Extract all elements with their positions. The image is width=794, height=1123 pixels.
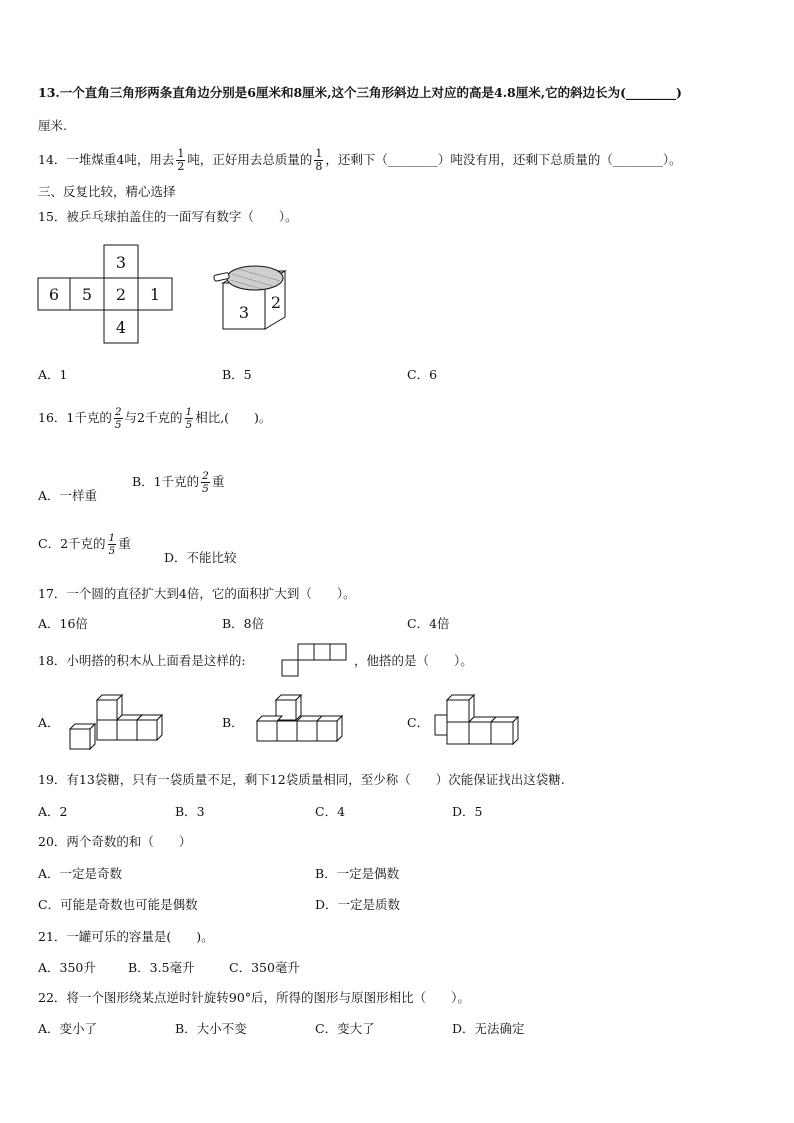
q15-option-b[interactable]: B．5 — [222, 367, 252, 382]
fraction: $\frac{2}{5}$ — [202, 470, 209, 495]
block-figure-a — [68, 697, 168, 753]
fraction: $\frac{1}{5}$ — [108, 532, 116, 557]
q18-option-c[interactable]: C． — [407, 715, 430, 730]
q22-option-a[interactable]: A．变小了 — [38, 1021, 98, 1036]
q18-text-b: ，他搭的是（ ）。 — [354, 653, 473, 668]
fraction: $\frac{2}{5}$ — [114, 406, 122, 431]
q18-option-b[interactable]: B． — [222, 715, 244, 730]
q17-option-a[interactable]: A．16倍 — [38, 616, 88, 631]
q19-text: 19．有13袋糖，只有一袋质量不足，剩下12袋质量相同，至少称（ ）次能保证找出这袋糖. — [38, 772, 565, 787]
q22-option-d[interactable]: D．无法确定 — [452, 1021, 525, 1036]
q17-option-b[interactable]: B．8倍 — [222, 616, 265, 631]
q22-option-b[interactable]: B．大小不变 — [175, 1021, 247, 1036]
fraction: $\frac{1}{5}$ — [185, 406, 193, 431]
block-figure-c — [433, 697, 533, 753]
section-heading: 三、反复比较，精心选择 — [38, 184, 176, 199]
q19-option-d[interactable]: D．5 — [452, 804, 483, 819]
q16-option-b[interactable]: B．1千克的 $\frac{2}{5}$ 重 — [132, 470, 225, 495]
q21-option-a[interactable]: A．350升 — [38, 960, 96, 975]
q20-option-a[interactable]: A．一定是奇数 — [38, 866, 123, 881]
net-face: 2 — [115, 285, 127, 304]
q16-option-a[interactable]: A．一样重 — [38, 488, 98, 503]
q18-option-a[interactable]: A． — [38, 715, 60, 730]
q20-option-b[interactable]: B．一定是偶数 — [315, 866, 400, 881]
q21-text: 21．一罐可乐的容量是( )。 — [38, 929, 214, 944]
q20-option-c[interactable]: C．可能是奇数也可能是偶数 — [38, 897, 198, 912]
net-face: 1 — [149, 285, 161, 304]
q13-text-cont: 厘米. — [38, 118, 67, 133]
q19-option-c[interactable]: C．4 — [315, 804, 346, 819]
q18-text-a: 18．小明搭的积木从上面看是这样的: — [38, 653, 246, 668]
q21-option-b[interactable]: B．3.5毫升 — [128, 960, 195, 975]
net-face: 4 — [115, 318, 127, 337]
q21-option-c[interactable]: C．350毫升 — [229, 960, 300, 975]
top-view-figure — [281, 643, 351, 677]
q17-option-c[interactable]: C．4倍 — [407, 616, 450, 631]
cube-face: 2 — [270, 293, 282, 312]
q16-option-c[interactable]: C．2千克的 $\frac{1}{5}$ 重 — [38, 532, 131, 557]
q15-option-c[interactable]: C．6 — [407, 367, 438, 382]
fraction: $\frac{1}{8}$ — [315, 147, 323, 173]
q14-text: 14．一堆煤重4吨，用去 $\frac{1}{2}$ 吨，正好用去总质量的 $\frac{1}{8}$ ，还剩下（________）吨没有用，还剩下总质量的（________）。 — [38, 147, 682, 173]
q22-option-c[interactable]: C．变大了 — [315, 1021, 375, 1036]
net-face: 3 — [115, 253, 127, 272]
net-face: 5 — [81, 285, 93, 304]
q19-option-a[interactable]: A．2 — [38, 804, 68, 819]
q15-option-a[interactable]: A．1 — [38, 367, 68, 382]
fraction: $\frac{1}{2}$ — [177, 147, 185, 173]
q20-text: 20．两个奇数的和（ ） — [38, 834, 192, 849]
q17-text: 17．一个圆的直径扩大到4倍，它的面积扩大到（ ）。 — [38, 586, 356, 601]
q20-option-d[interactable]: D．一定是质数 — [315, 897, 401, 912]
covered-cube-figure — [210, 264, 290, 334]
net-face: 6 — [48, 285, 60, 304]
q13-text: 13.一个直角三角形两条直角边分别是6厘米和8厘米,这个三角形斜边上对应的高是4.8厘米,它的斜边长为(________) — [38, 85, 682, 100]
q16-option-d[interactable]: D．不能比较 — [164, 550, 237, 565]
block-figure-b — [256, 697, 356, 753]
q19-option-b[interactable]: B．3 — [175, 804, 205, 819]
cube-face: 3 — [238, 303, 250, 322]
q15-text: 15．被乒乓球拍盖住的一面写有数字（ ）。 — [38, 209, 298, 224]
q22-text: 22．将一个图形绕某点逆时针旋转90°后，所得的图形与原图形相比（ ）。 — [38, 990, 470, 1005]
q16-text: 16．1千克的 $\frac{2}{5}$ 与2千克的 $\frac{1}{5}$ 相比,( )。 — [38, 406, 272, 431]
cube-net-figure — [38, 245, 178, 345]
